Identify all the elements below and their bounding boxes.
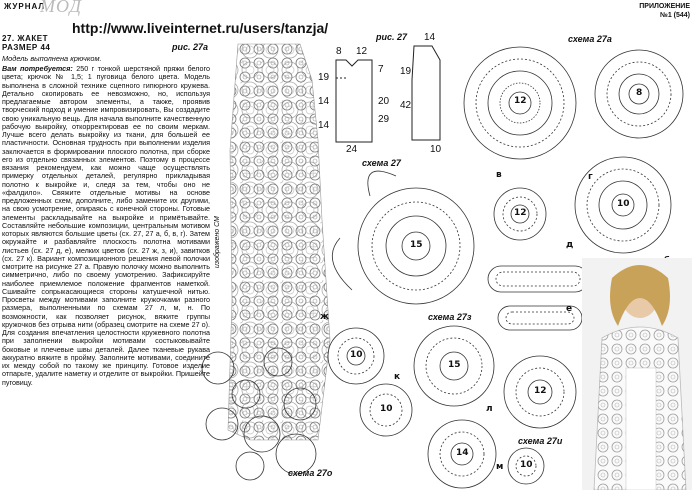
letter-v: в bbox=[496, 170, 502, 180]
instructions-body: Модель выполнена в сложной технике сцепного гипюрного кружева. Детально скопировать ее невозможно, но, используя предлагаемые автором элементы, а также, проявив творческий подход и умение импровизировать, Вы создадите свою уникальную вещь. Для начала выполните качественную рабочую выкройку, откорректировав ее по своим меркам. Лучше всего делать выкройку из ткани, для большей ее пластичности. Основная трудность при выполнении изделия заключается в формировании плоского полотна, при сборке его из отдельно связанных элементов. Поэтому в процессе вязания рекомендуем, как можно чаще осуществлять примерку отдельных деталей, регулярно прикладывая полотно к выкройке и, следя за тем, чтобы оно не «фалдило». Свяжите отдельные мотивы на основе предложенных схем, дополните, либо замените их другими, на свою усмотрение, опираясь с конечной стороны. Готовые элементы раскладывайте на выкройке и примётывайте. Составляйте небольшие композиции, центральным мотивом которых являются большие цветы (сх. 27, 27 а, б, в, г). Затем окружайте и разбавляйте плоскость полотна мотивами листьев (сх. 27 д, е), мелких цветов (сх. 27 ж, з, и), завитков (сх. 27 к). Вариант композиционного решения левой полочки смотрите на рисунке 27 а. Правую полочку можно выполнить симметрично, либо по своему усмотрению. Зафиксируйте наиболее приемлемое положение фрагментов наметкой. Сшивайте сопрыкасающиеся стороны катушечной нитью. Просветы между мотивами заполните кружочками разного размера, выполненными по схемам 27 л, м, н. По возможности, как позволяет рисунок, вяжите группы кружочков без отрыва нити (образец смотрите на схеме 27 о). Для создания впечатления целостности кружевного полотна при заполнении выкройки мотивами состыковывайте боковые и плечевые швы деталей. Далее тканевые рукава аккуратно вяжите в пройму. Заполните мотивами, соедините их между собой по такому же принципу. Готовое изделие отпарьте, удалите наметку и отделите от выкройки. Пришейте пуговицу. bbox=[2, 72, 210, 387]
scheme-27-label: схема 27 bbox=[362, 158, 401, 168]
scheme-27i-label: схема 27и bbox=[518, 436, 563, 446]
motif-num-10a: 10 bbox=[350, 350, 363, 360]
dim-19: 19 bbox=[318, 72, 330, 83]
dim-8: 8 bbox=[336, 46, 342, 57]
motif-num-10d: 10 bbox=[520, 460, 533, 470]
dim-14c: 14 bbox=[424, 32, 436, 43]
model-note: Модель выполнена крючком. bbox=[2, 54, 102, 63]
vertical-caption: изображено СМ bbox=[214, 216, 221, 268]
pattern-title-line2: РАЗМЕР 44 bbox=[2, 43, 51, 52]
materials-text: 250 г тонкой шерстяной пряжи белого цвета; крючок № 1,5; 1 пуговица белого цвета. bbox=[2, 64, 210, 82]
letter-e: е bbox=[566, 304, 573, 314]
motif-d bbox=[488, 266, 588, 292]
materials-label: Вам потребуется: bbox=[2, 64, 73, 73]
motif-num-12b: 12 bbox=[514, 208, 527, 218]
model-photo-drawing bbox=[582, 258, 692, 490]
supplement-label: ПРИЛОЖЕНИЕ bbox=[639, 3, 690, 10]
dim-42: 42 bbox=[400, 100, 412, 111]
dim-24: 24 bbox=[346, 144, 358, 155]
letter-g: г bbox=[588, 172, 593, 182]
scheme-27o-label: схема 27о bbox=[288, 468, 333, 478]
model-photo bbox=[582, 258, 692, 490]
letter-m: м bbox=[496, 462, 504, 472]
dim-14b: 14 bbox=[318, 120, 330, 131]
motif-num-15a: 15 bbox=[410, 240, 423, 250]
letter-k: к bbox=[394, 372, 401, 382]
motif-num-15b: 15 bbox=[448, 360, 461, 370]
motif-num-8: 8 bbox=[636, 88, 643, 98]
dim-7: 7 bbox=[378, 64, 384, 75]
magazine-logo: МОД bbox=[40, 0, 82, 16]
letter-zh: ж bbox=[320, 312, 329, 322]
motif-num-12c: 12 bbox=[534, 386, 547, 396]
jacket-pattern-pieces bbox=[336, 46, 440, 142]
motif-num-12a: 12 bbox=[514, 96, 527, 106]
source-url: http://www.liveinternet.ru/users/tanzja/ bbox=[72, 20, 329, 36]
dim-20: 20 bbox=[378, 96, 390, 107]
fig-27a-label: рис. 27а bbox=[172, 42, 209, 52]
issue-number: №1 (544) bbox=[660, 12, 690, 19]
magazine-label: ЖУРНАЛ bbox=[4, 2, 46, 11]
letter-d: д bbox=[566, 240, 574, 250]
pattern-title-line1: 27. ЖАКЕТ bbox=[2, 34, 48, 43]
dim-29: 29 bbox=[378, 114, 390, 125]
motif-num-10c: 10 bbox=[380, 404, 393, 414]
motif-num-10b: 10 bbox=[617, 199, 630, 209]
scheme-27a-label: схема 27а bbox=[568, 34, 612, 44]
dim-12: 12 bbox=[356, 46, 368, 57]
scheme-27z-label: схема 27з bbox=[428, 312, 472, 322]
fig-27-label: рис. 27 bbox=[376, 32, 408, 42]
motif-27 bbox=[332, 171, 474, 304]
dim-10: 10 bbox=[430, 144, 442, 155]
dim-14: 14 bbox=[318, 96, 330, 107]
dim-19b: 19 bbox=[400, 66, 412, 77]
letter-l: л bbox=[486, 404, 493, 414]
motif-num-14: 14 bbox=[456, 448, 469, 458]
